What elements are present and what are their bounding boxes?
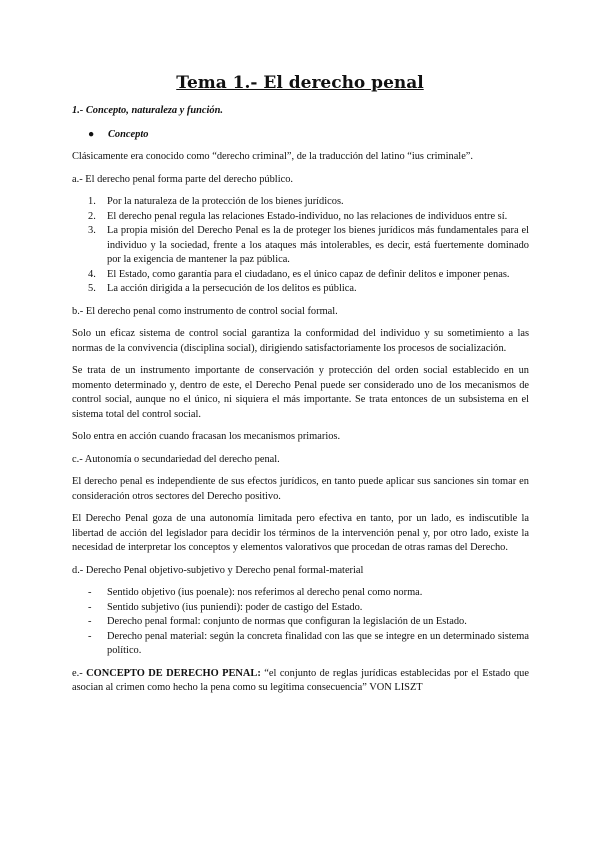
paragraph: Solo un eficaz sistema de control social garantiza la conformidad del individuo y su sometimiento a las normas de la convivencia (disciplina social), dirigiendo satisfactoriamente los procesos de socialización. [72, 328, 529, 354]
list-marker: 4. [88, 268, 96, 280]
list-item-text: El Estado, como garantía para el ciudadano, es el único capaz de definir delitos e imponer penas. [107, 268, 510, 280]
point-a-list [72, 195, 529, 297]
point-d-list [72, 586, 529, 659]
list-marker: 1. [88, 196, 96, 207]
list-marker: 3. [88, 225, 96, 236]
list-item-text: La acción dirigida a la persecución de los delitos es pública. [107, 283, 357, 294]
section-heading: 1.- Concepto, naturaleza y función. [72, 105, 223, 116]
list-marker: - [88, 587, 92, 598]
list-item-text: Por la naturaleza de la protección de los bienes jurídicos. [107, 196, 344, 207]
list-marker: 5. [88, 283, 96, 294]
paragraph: El Derecho Penal goza de una autonomía limitada pero efectiva en tanto, por un lado, es indiscutible la libertad de acción del legislador para decidir los términos de la intervención penal y, por otro lado, existe la necesidad de interpretar los conceptos y elementos valorativos que procedan de otras ramas del Derecho. [72, 513, 529, 553]
list-item [88, 615, 529, 630]
intro-paragraph: Clásicamente era conocido como “derecho criminal”, de la traducción del latino “ius criminale”. [72, 151, 474, 162]
paragraph: El derecho penal es independiente de sus efectos jurídicos, en tanto puede aplicar sus sanciones sin tomar en consideración otros sectores del Derecho positivo. [72, 476, 529, 502]
list-item [88, 268, 529, 283]
list-item-text: La propia misión del Derecho Penal es la de proteger los bienes jurídicos más fundamentales para el individuo y la sociedad, frente a los ataques más intolerables, es decir, está fuertemente dominado por la exigencia de mantener la paz pública. [107, 225, 529, 265]
point-b-heading: b.- El derecho penal como instrumento de control social formal. [72, 305, 338, 317]
point-e-paragraph [72, 667, 529, 696]
list-item [88, 210, 529, 225]
list-item-text: Derecho penal formal: conjunto de normas que configuran la legislación de un Estado. [107, 616, 467, 627]
list-item-text: Sentido objetivo (ius poenale): nos referimos al derecho penal como norma. [107, 587, 423, 598]
list-item [88, 601, 529, 616]
page-title: Tema 1.- El derecho penal [176, 73, 424, 93]
subsection-bullet [88, 128, 529, 143]
concept-definition-text: “el conjunto de reglas jurídicas establecidas por el Estado que asocian al crimen como hecho la pena como su legítima consecuencia” VON LISZT [72, 667, 529, 693]
list-item-text: Derecho penal material: según la concreta finalidad con las que se integre en un determinado sistema político. [107, 630, 529, 656]
subsection-label: Concepto [108, 128, 149, 140]
list-marker: - [88, 601, 92, 613]
point-e-prefix: e.- [72, 667, 87, 679]
paragraph: Solo entra en acción cuando fracasan los mecanismos primarios. [72, 431, 341, 442]
list-marker: - [88, 616, 92, 627]
list-item [88, 586, 529, 601]
list-item [88, 630, 529, 659]
bullet-icon: ● [88, 128, 95, 140]
list-item [88, 282, 529, 297]
list-marker: 2. [88, 210, 96, 222]
list-item [88, 224, 529, 268]
list-marker: - [88, 630, 92, 642]
list-item-text: Sentido subjetivo (ius puniendi): poder de castigo del Estado. [107, 601, 363, 613]
point-c-heading: c.- Autonomía o secundariedad del derecho penal. [72, 453, 280, 465]
document-body [72, 104, 529, 704]
point-d-heading: d.- Derecho Penal objetivo-subjetivo y Derecho penal formal-material [72, 564, 364, 576]
concept-definition-label: CONCEPTO DE DERECHO PENAL: [86, 667, 261, 679]
list-item-text: El derecho penal regula las relaciones Estado-individuo, no las relaciones de individuos entre sí. [107, 210, 508, 222]
point-a-heading: a.- El derecho penal forma parte del derecho público. [72, 173, 293, 185]
paragraph: Se trata de un instrumento importante de conservación y protección del orden social establecido en un momento determinado y, dentro de este, el Derecho Penal puede ser considerado uno de los mecanismos de control social, aunque no el único, ni siquiera el más importante. Se trata entonces de un subsistema en el sistema total del control social. [72, 365, 529, 420]
list-item [88, 195, 529, 210]
